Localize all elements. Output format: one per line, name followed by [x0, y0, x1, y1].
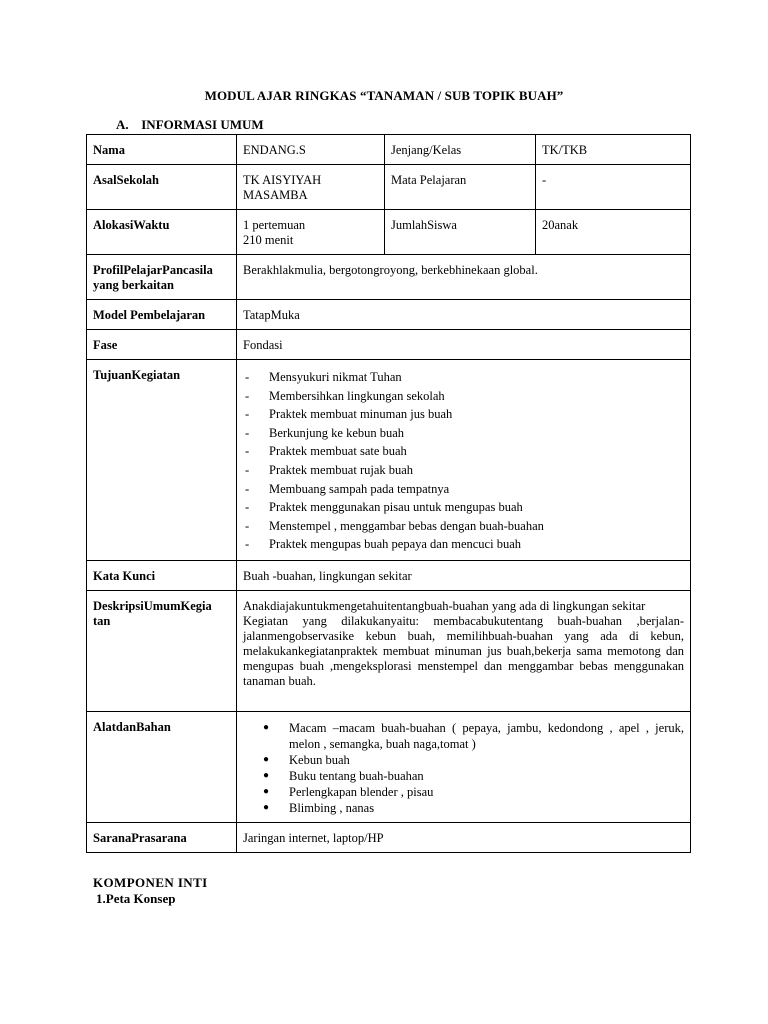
value-kata-kunci: Buah -buahan, lingkungan sekitar [237, 560, 691, 590]
label-nama: Nama [87, 135, 237, 165]
list-item-text: Praktek membuat minuman jus buah [269, 407, 453, 422]
list-item-text: Praktek menggunakan pisau untuk mengupas buah [269, 500, 523, 515]
value-profil-pelajar: Berakhlakmulia, bergotongroyong, berkebhinekaan global. [237, 255, 691, 300]
value-alokasi-waktu-line2: 210 menit [243, 233, 294, 247]
label-deskripsi-umum-line2: tan [93, 613, 111, 628]
info-table [86, 134, 691, 853]
value-asal-sekolah-line1: TK AISYIYAH [243, 173, 322, 187]
list-item-text: Praktek membuat rujak buah [269, 462, 414, 477]
value-fase: Fondasi [237, 330, 691, 360]
list-item: - Praktek mengupas buah pepaya dan mencuci buah [245, 537, 521, 552]
list-item-text: Menstempel , menggambar bebas dengan buah-buahan [269, 518, 544, 533]
label-profil-pelajar-line2: yang berkaitan [93, 278, 174, 292]
row-fase [87, 330, 691, 360]
label-alat-dan-bahan: AlatdanBahan [87, 711, 237, 822]
bullet-icon: ● [263, 801, 270, 813]
list-item-text: Macam –macam buah-buahan ( pepaya, jambu, kedondong , apel , jeruk, melon , semangka, buah naga,tomat ) [289, 720, 684, 751]
list-item [243, 800, 684, 816]
label-asal-sekolah: AsalSekolah [87, 165, 237, 210]
bullet-icon: ● [263, 785, 270, 797]
row-alokasi-waktu [87, 210, 691, 255]
section-a-heading [116, 117, 264, 133]
value-asal-sekolah-line2: MASAMBA [243, 188, 308, 202]
list-item-text: Blimbing , nanas [289, 800, 375, 815]
value-sarana-prasarana: Jaringan internet, laptop/HP [237, 822, 691, 852]
label-jumlah-siswa: JumlahSiswa [385, 210, 536, 255]
list-item-text: Berkunjung ke kebun buah [269, 425, 405, 440]
list-item-text: Kebun buah [289, 752, 350, 767]
list-item-text: Perlengkapan blender , pisau [289, 784, 434, 799]
label-kata-kunci: Kata Kunci [87, 560, 237, 590]
row-sarana-prasarana [87, 822, 691, 852]
list-item-text: Praktek mengupas buah pepaya dan mencuci buah [269, 537, 521, 552]
list-item [243, 752, 684, 768]
label-fase: Fase [87, 330, 237, 360]
list-item [243, 768, 684, 784]
document-title: MODUL AJAR RINGKAS “TANAMAN / SUB TOPIK BUAH” [204, 88, 564, 103]
list-item: - Praktek menggunakan pisau untuk mengupas buah [245, 500, 523, 515]
tujuan-kegiatan-list [243, 368, 684, 554]
list-item-text: Praktek membuat sate buah [269, 444, 407, 459]
deskripsi-paragraph-1: Anakdiajakuntukmengetahuitentangbuah-buahan yang ada di lingkungan sekitar [243, 598, 646, 613]
value-alat-dan-bahan [237, 711, 691, 822]
list-item-text: Membersihkan lingkungan sekolah [269, 388, 445, 403]
list-item-text: Mensyukuri nikmat Tuhan [269, 370, 402, 384]
label-alokasi-waktu: AlokasiWaktu [87, 210, 237, 255]
row-kata-kunci [87, 560, 691, 590]
value-jumlah-siswa: 20anak [536, 210, 691, 255]
value-asal-sekolah [237, 165, 385, 210]
bullet-icon: ● [263, 753, 270, 765]
label-model-pembelajaran: Model Pembelajaran [87, 300, 237, 330]
label-sarana-prasarana: SaranaPrasarana [87, 822, 237, 852]
label-profil-pelajar [87, 255, 237, 300]
list-item: - Menstempel , menggambar bebas dengan buah-buahan [245, 518, 544, 533]
value-jenjang-kelas: TK/TKB [536, 135, 691, 165]
row-profil-pelajar [87, 255, 691, 300]
bullet-icon: ● [263, 721, 270, 733]
row-nama [87, 135, 691, 165]
list-item: - Membersihkan lingkungan sekolah [245, 388, 445, 403]
label-mata-pelajaran: Mata Pelajaran [385, 165, 536, 210]
value-nama: ENDANG.S [237, 135, 385, 165]
deskripsi-paragraph-2: Kegiatan yang dilakukanyaitu: membacabukutentang buah-buahan ,berjalan-jalanmengobservasike kebun buah, memilihbuah-buahan yang ada di kebun, melakukankegiatanpraktek membuat minuman jus buah,bekerja sama memotong dan mengupas buah ,mengeksplorasi menstempel dan menggambar bebas menggunakan tanaman buah. [243, 613, 684, 688]
section-a-title: INFORMASI UMUM [141, 117, 264, 132]
value-tujuan-kegiatan [237, 360, 691, 561]
list-item: - Praktek membuat sate buah [245, 444, 407, 459]
list-item [243, 720, 684, 752]
label-deskripsi-umum [87, 590, 237, 711]
alat-dan-bahan-list [243, 720, 684, 816]
row-alat-dan-bahan [87, 711, 691, 822]
list-item: - Berkunjung ke kebun buah [245, 425, 405, 440]
value-model-pembelajaran: TatapMuka [237, 300, 691, 330]
row-asal-sekolah [87, 165, 691, 210]
section-peta-konsep-heading: 1.Peta Konsep [96, 891, 176, 906]
list-item [243, 784, 684, 800]
label-deskripsi-umum-line1: DeskripsiUmumKegia [93, 598, 212, 613]
value-deskripsi-umum [237, 590, 691, 711]
label-tujuan-kegiatan: TujuanKegiatan [87, 360, 237, 561]
row-deskripsi-umum [87, 590, 691, 711]
list-item: - Mensyukuri nikmat Tuhan [245, 370, 402, 384]
value-mata-pelajaran: - [536, 165, 691, 210]
row-tujuan-kegiatan [87, 360, 691, 561]
section-komponen-heading: KOMPONEN INTI [93, 875, 208, 890]
row-model-pembelajaran [87, 300, 691, 330]
label-jenjang-kelas: Jenjang/Kelas [385, 135, 536, 165]
list-item: - Praktek membuat minuman jus buah [245, 407, 453, 422]
list-item: - Praktek membuat rujak buah [245, 462, 414, 477]
label-profil-pelajar-line1: ProfilPelajarPancasila [93, 263, 213, 277]
list-item-text: Membuang sampah pada tempatnya [269, 481, 450, 496]
section-a-number: A. [116, 117, 129, 132]
list-item-text: Buku tentang buah-buahan [289, 768, 424, 783]
bullet-icon: ● [263, 769, 270, 781]
value-alokasi-waktu-line1: 1 pertemuan [243, 218, 306, 232]
list-item: - Membuang sampah pada tempatnya [245, 481, 450, 496]
value-alokasi-waktu [237, 210, 385, 255]
